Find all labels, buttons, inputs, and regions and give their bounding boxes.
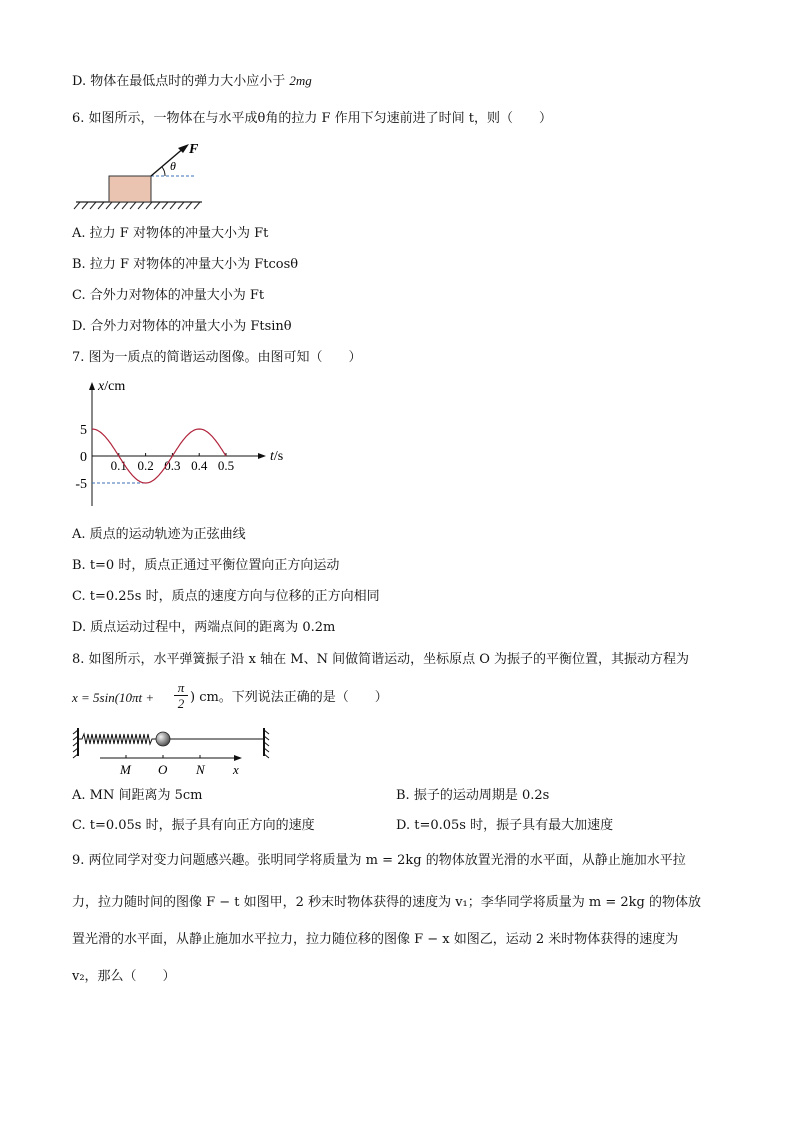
q9-line-1: 9. 两位同学对变力问题感兴趣。张明同学将质量为 m = 2kg 的物体放置光滑的水平面，从静止施加水平拉 (72, 853, 686, 868)
q5-option-d (72, 72, 312, 91)
q8-option-b: B. 振子的运动周期是 0.2s (396, 788, 550, 803)
angle-label: θ (170, 159, 176, 173)
force-label: F (189, 142, 199, 157)
q7-stem: 7. 图为一质点的简谐运动图像。由图可知（ ） (72, 350, 362, 365)
block (109, 176, 151, 202)
label-o: O (158, 762, 168, 777)
q9-line-2: 力，拉力随时间的图像 F − t 如图甲，2 秒末时物体获得的速度为 v₁；李华同学将质量为 m = 2kg 的物体放 (72, 895, 701, 910)
x-axis-arrowhead (258, 453, 266, 459)
q6-figure (72, 140, 212, 210)
q6-option-d: D. 合外力对物体的冲量大小为 Ftsinθ (72, 319, 292, 334)
x-tick-label: 0.4 (191, 458, 208, 473)
q7-option-a: A. 质点的运动轨迹为正弦曲线 (72, 527, 246, 542)
angle-arc (162, 167, 165, 176)
q8-option-d: D. t=0.05s 时，振子具有最大加速度 (396, 818, 614, 833)
label-n: N (196, 762, 205, 777)
q8-stem: 8. 如图所示，水平弹簧振子沿 x 轴在 M、N 间做简谐运动，坐标原点 O 为振子的平衡位置，其振动方程为 (72, 652, 690, 667)
y-tick-label: -5 (75, 477, 87, 492)
q6-option-a: A. 拉力 F 对物体的冲量大小为 Ft (72, 226, 269, 241)
y-tick-label: 5 (80, 423, 87, 438)
q6-stem: 6. 如图所示，一物体在与水平成θ角的拉力 F 作用下匀速前进了时间 t，则（ ） (72, 111, 553, 126)
q6-option-b: B. 拉力 F 对物体的冲量大小为 Ftcosθ (72, 257, 299, 272)
q6-option-c: C. 合外力对物体的冲量大小为 Ft (72, 288, 265, 303)
oscillator-ball (156, 732, 170, 746)
x-tick-label: 0.1 (110, 458, 127, 473)
q8-option-c: C. t=0.05s 时，振子具有向正方向的速度 (72, 818, 315, 833)
q8-fraction-numerator: π (174, 680, 188, 696)
q9-line-4: v₂，那么（ ） (72, 969, 176, 984)
y-tick-label: 0 (80, 450, 87, 465)
q8-equation-lhs: x = 5sin(10πt + (72, 690, 155, 705)
y-axis-arrowhead (89, 382, 95, 390)
q7-chart (72, 372, 312, 512)
spring (78, 734, 156, 744)
q9-line-3: 置光滑的水平面，从静止施加水平拉力，拉力随位移的图像 F − x 如图乙，运动 2 米时物体获得的速度为 (72, 932, 679, 947)
label-m: M (120, 762, 131, 777)
x-axis-label: t/s (270, 449, 284, 464)
x-axis-arrowhead (234, 755, 242, 761)
q8-equation-rhs: ) cm。下列说法正确的是（ ） (190, 690, 388, 705)
x-tick-label: 0.2 (137, 458, 154, 473)
q5-option-d-text: D. 物体在最低点时的弹力大小应小于 (72, 74, 286, 89)
q8-figure (72, 726, 282, 778)
y-axis-label: x/cm (98, 379, 126, 394)
x-tick-label: 0.5 (217, 458, 235, 473)
force-arrow (151, 147, 185, 176)
q8-equation-fraction (174, 680, 188, 711)
x-tick-label: 0.3 (164, 458, 181, 473)
q8-fraction-denominator: 2 (177, 696, 185, 711)
q7-option-b: B. t=0 时，质点正通过平衡位置向正方向运动 (72, 558, 340, 573)
q7-option-d: D. 质点运动过程中，两端点间的距离为 0.2m (72, 620, 336, 635)
q8-option-a: A. MN 间距离为 5cm (72, 788, 203, 803)
label-x: x (233, 762, 239, 777)
q5-option-d-math: 2mg (289, 73, 312, 88)
q7-option-c: C. t=0.25s 时，质点的速度方向与位移的正方向相同 (72, 589, 380, 604)
ground-hatch (74, 202, 200, 209)
